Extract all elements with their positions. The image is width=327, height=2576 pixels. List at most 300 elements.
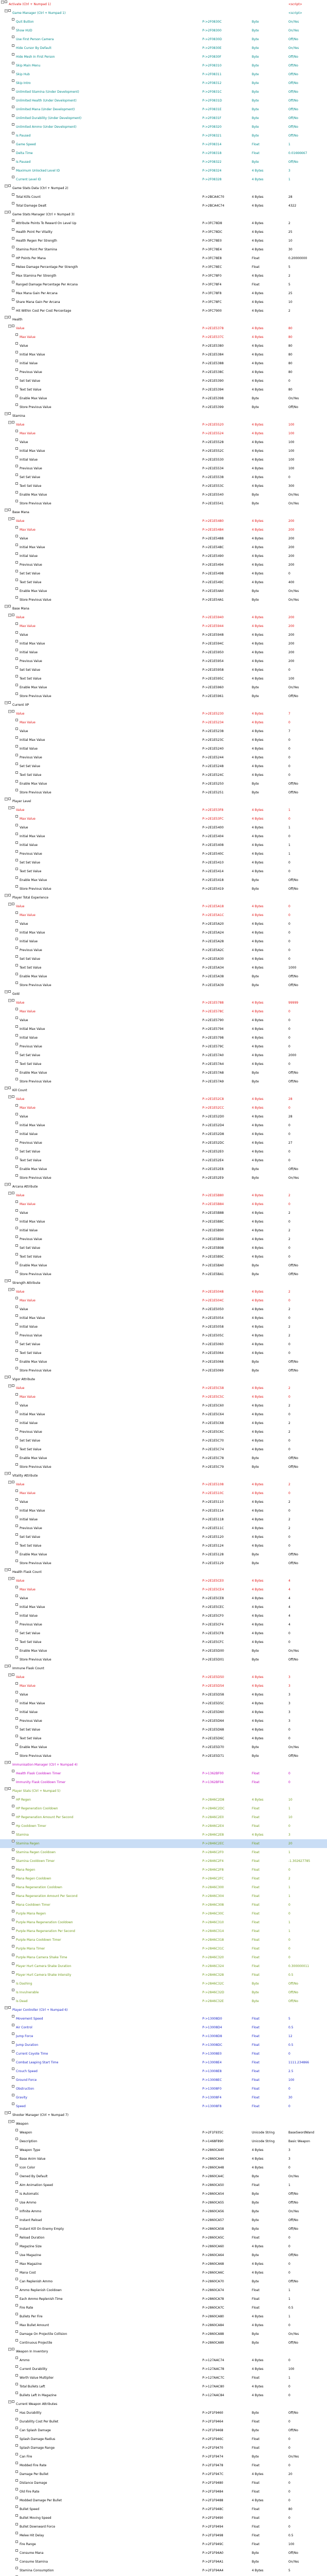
entry-description[interactable]: Initial Value [20,1325,38,1329]
collapse-toggle-icon[interactable]: − [9,517,11,520]
tree-entry-row[interactable] [0,1025,327,1033]
entry-type[interactable]: Byte [252,116,259,120]
entry-description[interactable]: Value [16,423,25,427]
entry-address[interactable]: P->127AAC74 [202,2359,225,2362]
tree-entry-row[interactable] [0,1743,327,1752]
tree-group-row[interactable] [0,1673,327,1682]
entry-value[interactable]: 0 [288,1202,290,1206]
activate-checkbox[interactable] [15,1104,18,1107]
tree-entry-row[interactable] [0,2417,327,2426]
entry-description[interactable]: Immunity Flask Cooldown Timer [16,1781,66,1784]
collapse-toggle-icon[interactable]: − [9,1288,11,1291]
entry-value[interactable]: 100 [288,2543,295,2546]
tree-entry-row[interactable] [0,429,327,438]
entry-value[interactable]: Off/No [288,73,299,76]
entry-value[interactable]: 2 [288,1527,290,1530]
entry-type[interactable]: 4 Bytes [252,1308,264,1311]
entry-value[interactable]: 200 [288,624,295,628]
collapse-toggle-icon[interactable]: − [5,1761,8,1764]
activate-checkbox[interactable] [15,640,18,642]
entry-value[interactable]: 0 [288,1781,290,1784]
entry-value[interactable]: 200 [288,651,295,654]
entry-address[interactable]: P->2E1E5C5C [202,1395,224,1399]
entry-address[interactable]: P->2846C32E [202,1999,224,2003]
entry-address[interactable]: P->3FC78F8 [202,292,222,295]
activate-checkbox[interactable] [15,386,18,388]
activate-checkbox[interactable] [12,263,14,266]
activate-checkbox[interactable] [15,1402,18,1404]
entry-type[interactable]: 4 Bytes [252,1299,264,1302]
entry-type[interactable]: 4 Bytes [252,178,264,181]
entry-description[interactable]: Delta Time [16,151,33,155]
entry-address[interactable]: P->2E1E5250 [202,782,224,786]
entry-description[interactable]: Continuous Projectile [20,2341,53,2345]
tree-entry-row[interactable] [0,937,327,946]
tree-group-row[interactable] [0,902,327,911]
entry-value[interactable]: 0 [288,2464,290,2467]
activate-checkbox[interactable] [15,2321,18,2324]
entry-description[interactable]: Max Value [20,1010,36,1013]
entry-type[interactable]: Float [252,2096,260,2099]
entry-description[interactable]: Weapon Type [20,2148,40,2152]
activate-checkbox[interactable] [15,657,18,660]
activate-checkbox[interactable] [15,1621,18,1623]
tree-entry-row[interactable] [0,2102,327,2111]
activate-checkbox[interactable] [12,228,14,231]
tree-entry-row[interactable] [0,1848,327,1857]
activate-checkbox[interactable] [15,1647,18,1650]
entry-type[interactable]: Byte [252,2175,259,2178]
tree-entry-row[interactable] [0,1866,327,1874]
tree-entry-row[interactable] [0,53,327,61]
tree-group-row[interactable] [0,420,327,429]
tree-entry-row[interactable] [0,683,327,692]
entry-value[interactable]: 0 [288,1439,290,1443]
entry-type[interactable]: 4 Bytes [252,1238,264,1241]
entry-description[interactable]: Enable Max Value [20,397,47,400]
activate-checkbox[interactable] [15,2488,18,2490]
entry-value[interactable]: 1 [288,808,290,812]
entry-description[interactable]: Value [16,327,25,330]
tree-group-row[interactable] [0,1191,327,1200]
entry-value[interactable]: 0 [288,2359,290,2362]
entry-value[interactable]: 3 [288,2157,290,2161]
entry-description[interactable]: Initial Value [20,940,38,943]
entry-address[interactable]: P->2F0831D [202,99,222,103]
entry-value[interactable]: 0 [288,668,290,672]
entry-address[interactable]: P->2E1E5419 [202,887,224,891]
tree-entry-row[interactable] [0,1296,327,1305]
activate-checkbox[interactable] [15,2365,18,2368]
entry-address[interactable]: P->2E1E5788 [202,1001,224,1005]
collapse-toggle-icon[interactable]: − [9,806,11,809]
entry-type[interactable]: Byte [252,2411,259,2415]
entry-type[interactable]: Byte [252,2455,259,2459]
entry-type[interactable]: 4 Bytes [252,712,264,716]
entry-value[interactable]: 2 [288,1483,290,1486]
entry-address[interactable]: P->2E1E5950 [202,651,224,654]
tree-entry-row[interactable] [0,385,327,394]
entry-description[interactable]: Text Set Value [20,870,42,873]
entry-description[interactable]: Set Set Value [20,1054,40,1057]
entry-value[interactable]: 0 [288,1036,290,1040]
entry-type[interactable]: 4 Bytes [252,1579,264,1583]
collapse-toggle-icon[interactable]: − [5,1087,8,1090]
entry-address[interactable]: P->2F1F9460 [202,2411,223,2415]
entry-type[interactable]: 4 Bytes [252,1343,264,1346]
entry-type[interactable]: 4 Bytes [252,458,264,462]
entry-description[interactable]: Ammo [20,2359,30,2362]
entry-description[interactable]: Initial Value [20,747,38,751]
entry-address[interactable]: P->2E1E5058 [202,1325,224,1329]
entry-value[interactable]: 2 [288,1229,290,1232]
entry-value[interactable]: Off/No [288,2201,299,2205]
entry-value[interactable]: Off/No [288,2227,299,2231]
entry-description[interactable]: Base Mana [12,511,29,514]
entry-type[interactable]: 4 Bytes [252,476,264,479]
tree-entry-row[interactable] [0,946,327,955]
tree-entry-row[interactable] [0,2198,327,2207]
tree-entry-row[interactable] [0,1997,327,2006]
entry-type[interactable]: 4 Bytes [252,1702,264,1705]
activate-checkbox[interactable] [15,2243,18,2245]
entry-value[interactable]: 0 [288,1255,290,1259]
entry-address[interactable]: P->2860CA40 [202,2148,224,2152]
entry-value[interactable]: 80 [288,344,292,348]
activate-checkbox[interactable] [15,2304,18,2307]
tree-group-row[interactable] [0,1568,327,1577]
entry-address[interactable]: P->13008F0 [202,2087,222,2091]
entry-type[interactable]: 4 Bytes [252,2359,264,2362]
entry-type[interactable]: 4 Bytes [252,1220,264,1224]
entry-type[interactable]: Byte [252,160,259,164]
activate-checkbox[interactable] [15,649,18,651]
activate-checkbox[interactable] [15,631,18,634]
entry-description[interactable]: Previous Value [20,370,42,374]
entry-value[interactable]: 28 [288,1097,292,1101]
entry-description[interactable]: Enable Max Value [20,782,47,786]
entry-address[interactable]: P->2F0830D [202,38,222,41]
entry-address[interactable]: P->2E1E5234 [202,721,224,724]
entry-value[interactable]: 20 [288,2472,292,2476]
activate-checkbox[interactable] [15,2208,18,2210]
activate-checkbox[interactable] [8,1665,11,1667]
entry-type[interactable]: 4 Bytes [252,370,264,374]
entry-value[interactable]: 200 [288,528,295,532]
activate-checkbox[interactable] [8,605,11,607]
entry-type[interactable]: 4 Bytes [252,467,264,470]
activate-checkbox[interactable] [15,1034,18,1037]
entry-value[interactable]: 0 [288,1947,290,1951]
entry-description[interactable]: Jump Force [16,2035,33,2038]
entry-description[interactable]: Health [12,318,23,321]
entry-description[interactable]: Purple Mana Timer [16,1947,45,1951]
tree-entry-row[interactable] [0,867,327,876]
entry-description[interactable]: Max Mana Gain Per Arcana [16,292,58,295]
entry-type[interactable]: 4 Bytes [252,1229,264,1232]
entry-type[interactable]: Byte [252,1273,259,1276]
entry-value[interactable]: On/Yes [288,502,299,505]
entry-address[interactable]: P->2860CA48 [202,2166,224,2170]
activate-checkbox[interactable] [15,596,18,599]
tree-entry-row[interactable] [0,928,327,937]
entry-type[interactable]: 4 Bytes [252,2569,264,2572]
entry-description[interactable]: Old Fire Rate [20,2490,40,2494]
activate-checkbox[interactable] [12,53,14,56]
entry-value[interactable]: 7 [288,730,290,733]
entry-description[interactable]: Enable Max Value [20,686,47,689]
activate-checkbox[interactable] [15,1297,18,1299]
entry-address[interactable]: P->3FC78DC [202,230,222,234]
entry-description[interactable]: Current Level ID [16,178,41,181]
activate-checkbox[interactable] [8,1472,11,1475]
entry-type[interactable]: 4 Bytes [252,1413,264,1416]
entry-value[interactable]: 80 [288,388,292,392]
entry-type[interactable]: 4 Bytes [252,1798,264,1802]
entry-value[interactable]: Off/No [288,81,299,85]
entry-address[interactable]: P->2846C318 [202,1938,224,1942]
entry-address[interactable]: P->2F1F9484 [202,2490,223,2494]
entry-description[interactable]: Combat Leaping Start Time [16,2061,59,2064]
entry-description[interactable]: Previous Value [20,1334,42,1337]
entry-value[interactable]: 2 [288,1430,290,1434]
entry-type[interactable]: Float [252,2026,260,2029]
activate-checkbox[interactable] [15,1656,18,1658]
tree-entry-row[interactable] [0,2023,327,2032]
activate-checkbox[interactable] [12,1936,14,1939]
entry-description[interactable]: Max Value [20,1299,36,1302]
entry-type[interactable]: Float [252,2297,260,2301]
entry-address[interactable]: P->3FC78E8 [202,257,222,260]
entry-description[interactable]: Unlimited Health (Under Development) [16,99,77,103]
activate-checkbox[interactable] [12,71,14,73]
entry-value[interactable]: On/Yes [288,589,299,593]
tree-entry-row[interactable] [0,2146,327,2155]
entry-description[interactable]: Initial Value [20,1421,38,1425]
tree-entry-row[interactable] [0,482,327,490]
activate-checkbox[interactable] [12,2085,14,2088]
entry-type[interactable]: 4 Bytes [252,440,264,444]
entry-type[interactable]: 4 Bytes [252,1106,264,1110]
entry-description[interactable]: Activate (Ctrl + Numpad 1) [9,3,51,6]
entry-value[interactable]: 0 [288,721,290,724]
activate-checkbox[interactable] [12,325,14,327]
entry-value[interactable]: 0 [288,1448,290,1451]
entry-type[interactable]: Byte [252,1369,259,1372]
entry-value[interactable]: 1 [288,178,290,181]
activate-checkbox[interactable] [15,1008,18,1010]
collapse-toggle-icon[interactable]: − [9,2348,11,2351]
entry-value[interactable]: 0 [288,1509,290,1513]
entry-type[interactable]: Byte [252,694,259,698]
entry-address[interactable]: P->2846C308 [202,1903,224,1907]
entry-value[interactable]: <script> [288,11,302,15]
entry-type[interactable]: 4 Bytes [252,1036,264,1040]
entry-address[interactable]: P->2E1E5498 [202,572,224,575]
entry-value[interactable]: 0 [288,1351,290,1355]
tree-entry-row[interactable] [0,526,327,534]
entry-type[interactable]: Float [252,2525,260,2529]
activate-checkbox[interactable] [12,27,14,29]
entry-type[interactable]: 4 Bytes [252,222,264,225]
entry-type[interactable]: 4 Bytes [252,1509,264,1513]
entry-address[interactable]: P->2E1E57A8 [202,1071,224,1075]
entry-value[interactable]: 3 [288,1693,290,1697]
entry-type[interactable]: Byte [252,1465,259,1469]
tree-entry-row[interactable] [0,2330,327,2338]
entry-description[interactable]: Set Set Value [20,476,40,479]
entry-type[interactable]: 4 Bytes [252,1684,264,1688]
entry-address[interactable]: P->1468F890 [202,2140,223,2143]
entry-value[interactable]: 0 [288,1912,290,1916]
entry-address[interactable]: P->2E1E5B90 [202,1229,224,1232]
entry-description[interactable]: Crouch Speed [16,2070,38,2073]
entry-value[interactable]: 10 [288,1798,292,1802]
tree-entry-row[interactable] [0,1734,327,1743]
entry-description[interactable]: Unlimited Stamina (Under Development) [16,90,79,94]
entry-description[interactable]: Value [20,633,28,637]
tree-entry-row[interactable] [0,2084,327,2093]
entry-address[interactable]: P->2E1E5050 [202,1308,224,1311]
tree-group-row[interactable] [0,1384,327,1393]
tree-entry-row[interactable] [0,1112,327,1121]
activate-checkbox[interactable] [12,1822,14,1825]
tree-entry-row[interactable] [0,1209,327,1217]
entry-address[interactable]: P->2846C32C [202,1982,224,1986]
collapse-toggle-icon[interactable]: − [5,412,8,415]
entry-address[interactable]: P->2F1F9490 [202,2516,223,2520]
activate-checkbox[interactable] [15,1437,18,1439]
tree-entry-row[interactable] [0,1541,327,1550]
activate-checkbox[interactable] [15,1411,18,1413]
entry-type[interactable]: 4 Bytes [252,843,264,847]
entry-address[interactable]: P->2E1E549C [202,581,224,584]
activate-checkbox[interactable] [15,2409,18,2412]
activate-checkbox[interactable] [8,990,11,993]
tree-entry-row[interactable] [0,2137,327,2146]
entry-description[interactable]: Ammo Replenish Cooldown [20,2289,62,2292]
collapse-toggle-icon[interactable]: − [5,990,8,993]
tree-entry-row[interactable] [0,631,327,639]
entry-type[interactable]: Float [252,283,260,286]
tree-entry-row[interactable] [0,1927,327,1936]
tree-entry-row[interactable] [0,753,327,762]
activate-checkbox[interactable] [15,850,18,853]
tree-group-row[interactable] [0,1086,327,1095]
entry-address[interactable]: P->2846C310 [202,1921,224,1924]
entry-address[interactable]: P->2860CA68 [202,2262,224,2266]
collapse-toggle-icon[interactable]: − [5,211,8,214]
entry-address[interactable]: P->2F1F9488 [202,2499,223,2502]
entry-type[interactable]: Byte [252,1264,259,1267]
entry-address[interactable]: P->2E1E5CE8 [202,1597,224,1600]
entry-address[interactable]: P->2E1E5A24 [202,931,224,935]
tree-entry-row[interactable] [0,1682,327,1690]
tree-entry-row[interactable] [0,272,327,280]
activate-checkbox[interactable] [12,2015,14,2018]
entry-address[interactable]: P->2E1E5064 [202,1351,224,1355]
entry-type[interactable]: 4 Bytes [252,1728,264,1732]
activate-checkbox[interactable] [12,2400,14,2403]
entry-value[interactable]: 0 [288,747,290,751]
entry-type[interactable]: Float [252,1816,260,1819]
tree-entry-row[interactable] [0,44,327,53]
entry-value[interactable]: 0.5 [288,2026,294,2029]
activate-checkbox[interactable] [12,2024,14,2026]
entry-description[interactable]: Set Set Value [20,1728,40,1732]
entry-address[interactable]: P->2F0830C [202,20,222,24]
entry-type[interactable]: Byte [252,1080,259,1083]
entry-type[interactable]: Float [252,2017,260,2021]
entry-type[interactable]: 4 Bytes [252,1395,264,1399]
tree-entry-row[interactable] [0,245,327,254]
entry-address[interactable]: P->2E1E5A1C [202,913,224,917]
entry-description[interactable]: Enable Max Value [20,1745,47,1749]
entry-value[interactable]: Off/No [288,160,299,164]
entry-address[interactable]: P->2E1E5D5C [202,1702,225,1705]
entry-address[interactable]: P->2E1E57A0 [202,1054,224,1057]
entry-value[interactable]: 0 [288,2481,290,2485]
tree-entry-row[interactable] [0,1174,327,1182]
entry-value[interactable]: Off/No [288,1982,299,1986]
entry-type[interactable]: 4 Bytes [252,1141,264,1145]
entry-address[interactable]: P->2E1E5114 [202,1509,224,1513]
entry-description[interactable]: Initial Max Value [20,1027,45,1031]
entry-address[interactable]: P->2E1E540C [202,852,224,856]
activate-checkbox[interactable] [12,1954,14,1956]
entry-address[interactable]: P->2E1E52E4 [202,1159,224,1162]
entry-address[interactable]: P->2E1E5C70 [202,1439,224,1443]
tree-entry-row[interactable] [0,359,327,368]
entry-address[interactable]: P->13008F4 [202,2096,222,2099]
entry-description[interactable]: Enable Max Value [20,1360,47,1364]
activate-checkbox[interactable] [15,1069,18,1072]
entry-description[interactable]: Value [16,712,25,716]
activate-checkbox[interactable] [8,1183,11,1185]
entry-description[interactable]: Air Control [16,2026,32,2029]
entry-type[interactable]: Float [252,1877,260,1880]
entry-description[interactable]: Set Set Value [20,861,40,865]
entry-type[interactable]: 4 Bytes [252,1597,264,1600]
activate-checkbox[interactable] [15,579,18,581]
entry-address[interactable]: P->2E1E5398 [202,397,224,400]
activate-checkbox[interactable] [15,911,18,914]
entry-description[interactable]: Initial Value [20,1710,38,1714]
entry-description[interactable]: Text Set Value [20,1640,42,1644]
tree-entry-row[interactable] [0,140,327,149]
entry-type[interactable]: Byte [252,38,259,41]
entry-address[interactable]: P->2E1E5528 [202,440,224,444]
activate-checkbox[interactable] [15,973,18,975]
entry-type[interactable]: Unicode String [252,2140,275,2143]
entry-value[interactable]: 2 [288,1877,290,1880]
entry-description[interactable]: Enable Max Value [20,589,47,593]
tree-entry-row[interactable] [0,1962,327,1971]
activate-checkbox[interactable] [12,1770,14,1772]
entry-value[interactable]: 200 [288,546,295,549]
entry-value[interactable]: Off/No [288,984,299,987]
activate-checkbox[interactable] [15,1428,18,1431]
activate-checkbox[interactable] [15,2129,18,2131]
entry-address[interactable]: P->2F08321 [202,134,222,138]
entry-value[interactable]: Off/No [288,116,299,120]
tree-entry-row[interactable] [0,1717,327,1725]
tree-entry-row[interactable] [0,2321,327,2330]
entry-value[interactable]: 100 [288,2367,295,2371]
entry-address[interactable]: P->2E1E5520 [202,423,224,427]
entry-value[interactable]: 0 [288,1492,290,1495]
entry-type[interactable]: Byte [252,46,259,50]
